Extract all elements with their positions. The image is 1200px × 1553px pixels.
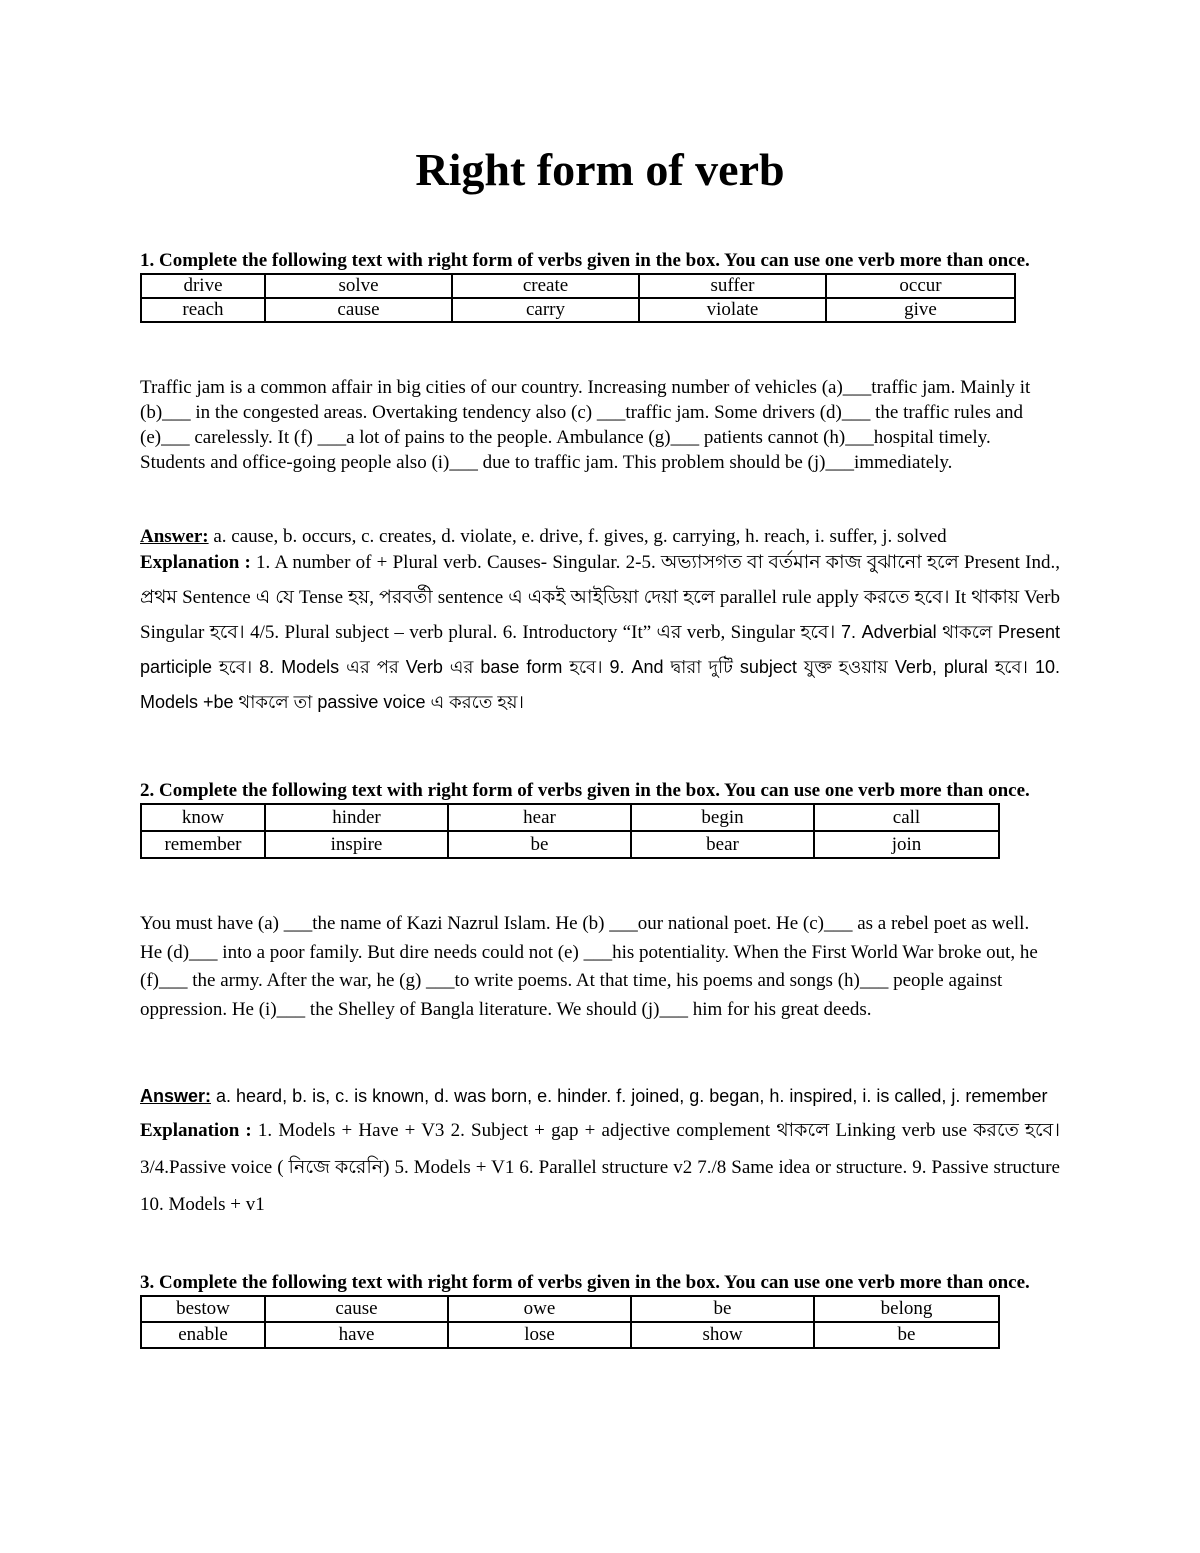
verb-box-row	[141, 831, 999, 858]
verb-cell: suffer	[639, 274, 826, 298]
verb-cell: hear	[448, 804, 631, 831]
verb-cell: belong	[814, 1296, 999, 1322]
verb-box-row	[141, 1322, 999, 1348]
explanation-label: Explanation :	[140, 1120, 252, 1141]
verb-cell: join	[814, 831, 999, 858]
verb-cell: owe	[448, 1296, 631, 1322]
verb-cell: begin	[631, 804, 814, 831]
answer-text: a. cause, b. occurs, c. creates, d. violate, e. drive, f. gives, g. carrying, h. reach, i. suffer, j. solved	[208, 526, 947, 547]
exercise-3	[140, 1270, 1060, 1349]
exercise-1-verb-box	[140, 273, 1016, 323]
verb-cell: create	[452, 274, 639, 298]
exercise-1-answer-block	[140, 524, 1060, 720]
verb-cell: drive	[141, 274, 265, 298]
verb-cell: remember	[141, 831, 265, 858]
answer-text: a. heard, b. is, c. is known, d. was born, e. hinder. f. joined, g. began, h. inspired, i. is called, j. remember	[211, 1086, 1048, 1106]
verb-cell: be	[814, 1322, 999, 1348]
exercise-2-passage-block	[140, 910, 1055, 1024]
exercise-1-passage-block	[140, 375, 1040, 475]
exercise-1-passage: Traffic jam is a common affair in big cities of our country. Increasing number of vehicles (a)___traffic jam. Mainly it (b)___ in the congested areas. Overtaking tendency also (c) ___traffic jam. Some drivers (d)___ the traffic rules and (e)___ carelessly. It (f) ___a lot of pains to the people. Ambulance (g)___ patients cannot (h)___hospital timely. Students and office-going people also (i)___ due to traffic jam. This problem should be (j)___immediately.	[140, 377, 1031, 473]
verb-cell: lose	[448, 1322, 631, 1348]
verb-cell: enable	[141, 1322, 265, 1348]
answer-label: Answer:	[140, 1086, 212, 1106]
verb-cell: solve	[265, 274, 452, 298]
verb-cell: violate	[639, 298, 826, 322]
verb-box-row	[141, 298, 1015, 322]
exercise-2-answer	[140, 1082, 1060, 1110]
verb-cell: cause	[265, 1296, 448, 1322]
verb-cell: reach	[141, 298, 265, 322]
exercise-1-question: 1. Complete the following text with right form of verbs given in the box. You can use one verb more than once.	[140, 250, 1030, 271]
verb-cell: be	[448, 831, 631, 858]
verb-cell: know	[141, 804, 265, 831]
verb-box-row	[141, 1296, 999, 1322]
explanation-text: 1. Models + Have + V3 2. Subject + gap + adjective complement থাকলে Linking verb use করতে হবে। 3/4.Passive voice ( নিজে করেনি) 5. Models + V1 6. Parallel structure v2 7./8 Same idea or structure. 9. Passive structure 10. Models + v1	[140, 1120, 1060, 1215]
verb-cell: bear	[631, 831, 814, 858]
verb-cell: give	[826, 298, 1015, 322]
verb-cell: cause	[265, 298, 452, 322]
explanation-text-continued: 7. Adverbial থাকলে Present participle হবে। 8. Models এর পর Verb এর base form হবে। 9. And দ্বারা দুটি subject যুক্ত হওয়ায় Verb, plural হবে। 10. Models +be থাকলে তা passive voice এ করতে হয়।	[140, 622, 1060, 712]
page-title: Right form of verb	[415, 144, 785, 195]
exercise-2-explanation	[140, 1112, 1060, 1223]
verb-cell: carry	[452, 298, 639, 322]
verb-cell: hinder	[265, 804, 448, 831]
verb-cell: have	[265, 1322, 448, 1348]
exercise-1-explanation	[140, 545, 1060, 720]
exercise-2-answer-block	[140, 1082, 1060, 1223]
verb-cell: call	[814, 804, 999, 831]
exercise-3-question: 3. Complete the following text with right form of verbs given in the box. You can use one verb more than once.	[140, 1272, 1030, 1293]
exercise-2	[140, 778, 1060, 859]
exercise-2-question: 2. Complete the following text with right form of verbs given in the box. You can use one verb more than once.	[140, 780, 1030, 801]
explanation-text: 1. A number of + Plural verb. Causes- Singular. 2-5. অভ্যাসগত বা বর্তমান কাজ বুঝানো হলে Present Ind., প্রথম Sentence এ যে Tense হয়, পরবর্তী sentence এ একই আইডিয়া দেয়া হলে parallel rule apply করতে হবে। It থাকায় Verb Singular হবে। 4/5. Plural subject – verb plural. 6. Introductory “It” এর verb, Singular হবে।	[140, 552, 1060, 643]
answer-label: Answer:	[140, 526, 209, 547]
verb-cell: inspire	[265, 831, 448, 858]
verb-box-row	[141, 804, 999, 831]
verb-cell: be	[631, 1296, 814, 1322]
exercise-2-passage: You must have (a) ___the name of Kazi Nazrul Islam. He (b) ___our national poet. He (c)___ as a rebel poet as well. He (d)___ into a poor family. But dire needs could not (e) ___his potentiality. When the First World War broke out, he (f)___ the army. After the war, he (g) ___to write poems. At that time, his poems and songs (h)___ people against oppression. He (i)___ the Shelley of Bangla literature. We should (j)___ him for his great deeds.	[140, 913, 1038, 1020]
explanation-label: Explanation :	[140, 552, 251, 573]
verb-cell: show	[631, 1322, 814, 1348]
exercise-1	[140, 248, 1060, 323]
exercise-2-verb-box	[140, 803, 1000, 859]
verb-box-row	[141, 274, 1015, 298]
verb-cell: occur	[826, 274, 1015, 298]
verb-cell: bestow	[141, 1296, 265, 1322]
exercise-3-verb-box	[140, 1295, 1000, 1349]
